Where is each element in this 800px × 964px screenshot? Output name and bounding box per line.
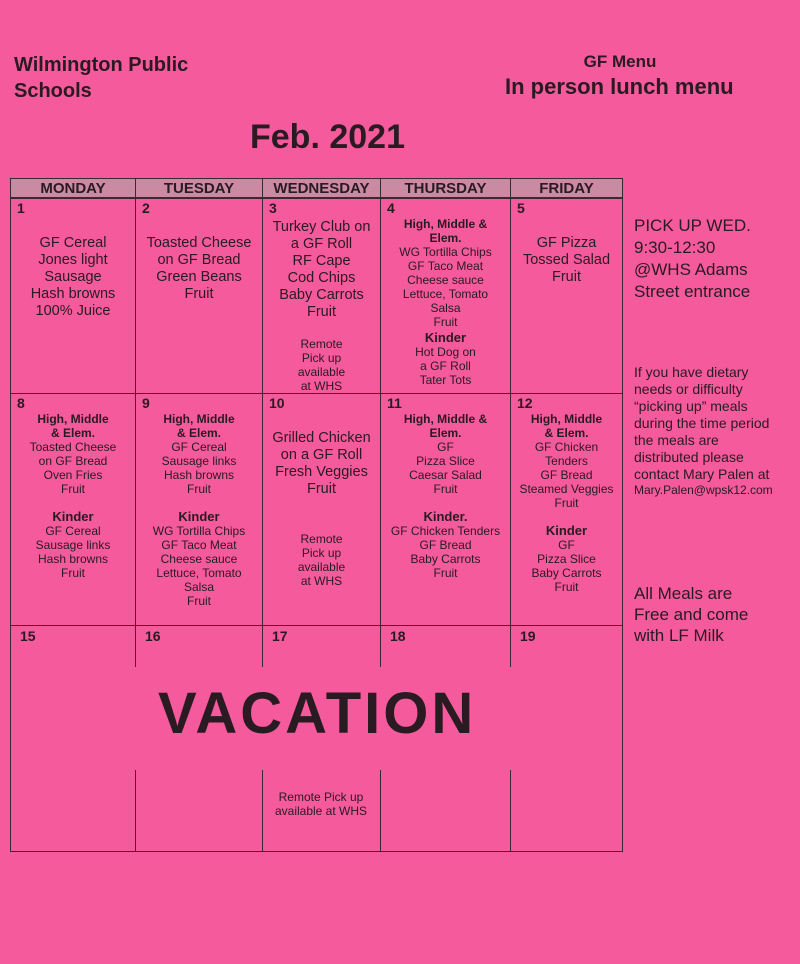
- free-meals-line: with LF Milk: [634, 626, 724, 645]
- menu-item: GF Pizza: [536, 235, 597, 251]
- day-cell: [10, 198, 136, 394]
- day-number: 4: [387, 200, 395, 216]
- dietary-line: “picking up” meals: [634, 398, 748, 414]
- menu-item: WG Tortilla Chips: [399, 245, 492, 259]
- grade-group-heading: High, Middle: [37, 412, 109, 426]
- menu-item: Fruit: [552, 269, 581, 285]
- menu-item: on a GF Roll: [280, 447, 363, 463]
- dietary-line: needs or difficulty: [634, 381, 743, 397]
- menu-item: Salsa: [183, 580, 215, 594]
- menu-type: GF Menu: [583, 52, 657, 71]
- day-number: 8: [17, 395, 25, 411]
- grade-group-heading: High, Middle &: [403, 217, 488, 231]
- menu-item: Grilled Chicken: [272, 430, 371, 446]
- menu-item: WG Tortilla Chips: [152, 524, 246, 538]
- grade-group-heading: High, Middle: [530, 412, 603, 426]
- menu-item: Pizza Slice: [537, 552, 596, 566]
- contact-email[interactable]: Mary.Palen@wpsk12.com: [634, 483, 773, 497]
- day-cell: [135, 393, 263, 626]
- menu-item: Toasted Cheese: [146, 235, 252, 251]
- menu-item: GF Taco Meat: [161, 538, 237, 552]
- menu-item: Hash browns: [163, 468, 235, 482]
- menu-item: Baby Carrots: [410, 552, 481, 566]
- note-line: Pick up: [301, 546, 342, 560]
- day-number: 2: [142, 200, 150, 216]
- grade-group-heading: Elem.: [429, 231, 462, 245]
- menu-item: GF Cereal: [45, 524, 101, 538]
- menu-items: [263, 430, 380, 498]
- pickup-line: Street entrance: [634, 282, 751, 301]
- day-header-friday: FRIDAY: [510, 178, 623, 198]
- kinder-heading: Kinder: [178, 509, 220, 524]
- day-number: 10: [269, 395, 285, 411]
- note-line: at WHS: [300, 574, 343, 588]
- kinder-heading: Kinder: [424, 330, 467, 345]
- pickup-line: 9:30-12:30: [634, 238, 716, 257]
- menu-item: Baby Carrots: [531, 566, 602, 580]
- menu-item: RF Cape: [292, 253, 351, 269]
- menu-item: 100% Juice: [35, 303, 111, 319]
- day-number: 15: [20, 628, 36, 644]
- day-number: 3: [269, 200, 277, 216]
- menu-item: on GF Bread: [157, 252, 241, 268]
- column-divider: [380, 625, 381, 667]
- day-number: 18: [390, 628, 406, 644]
- menu-item: Salsa: [430, 301, 461, 315]
- menu-item: Fruit: [554, 580, 579, 594]
- note-line: Remote: [300, 337, 343, 351]
- day-cell: [262, 198, 381, 394]
- menu-item: Caesar Salad: [409, 468, 482, 482]
- menu-item: Sausage links: [161, 454, 237, 468]
- menu-item: Cheese sauce: [407, 273, 484, 287]
- menu-item: Cod Chips: [287, 270, 356, 286]
- dietary-line: distributed please: [634, 449, 744, 465]
- menu-item: GF Cereal: [171, 440, 227, 454]
- menu-item: Fruit: [307, 481, 336, 497]
- menu-item: GF Chicken: [534, 440, 599, 454]
- day-number: 1: [17, 200, 25, 216]
- menu-item: Sausage links: [35, 538, 111, 552]
- grade-group-heading: High, Middle &: [403, 412, 488, 426]
- day-cell: [380, 198, 511, 394]
- menu-item: Green Beans: [156, 269, 242, 285]
- menu-item: Tenders: [545, 454, 588, 468]
- day-number: 9: [142, 395, 150, 411]
- free-meals-line: Free and come: [634, 605, 749, 624]
- dietary-line: contact Mary Palen at: [634, 466, 770, 482]
- day-cell: [10, 393, 136, 626]
- column-divider: [510, 770, 511, 852]
- kinder-heading: Kinder: [545, 523, 588, 538]
- day-header-monday: MONDAY: [10, 178, 136, 198]
- menu-item: Tater Tots: [419, 373, 472, 387]
- day-number: 16: [145, 628, 161, 644]
- grade-group-heading: & Elem.: [50, 426, 95, 440]
- menu-item: Fruit: [61, 566, 85, 580]
- menu-item: GF Bread: [540, 468, 593, 482]
- menu-item: Fruit: [433, 315, 458, 329]
- menu-item: a GF Roll: [290, 236, 353, 252]
- menu-item: Cheese sauce: [160, 552, 238, 566]
- menu-items: [263, 219, 380, 321]
- column-divider: [262, 625, 263, 667]
- menu-item: Fruit: [433, 566, 458, 580]
- menu-item: Steamed Veggies: [519, 482, 614, 496]
- menu-item: Turkey Club on: [272, 219, 371, 235]
- menu-item: Fruit: [433, 482, 458, 496]
- grade-group-heading: Elem.: [429, 426, 462, 440]
- free-meals-line: All Meals are: [634, 584, 733, 603]
- day-cell: [262, 393, 381, 626]
- remote-pickup-note: [263, 532, 380, 588]
- menu-item: Fruit: [307, 304, 336, 320]
- menu-item: Toasted Cheese: [29, 440, 117, 454]
- day-cell: [510, 198, 623, 394]
- day-cell: [135, 198, 263, 394]
- column-divider: [380, 770, 381, 852]
- note-line: at WHS: [300, 379, 343, 393]
- free-meals-info: [634, 583, 748, 646]
- menu-item: GF Chicken Tenders: [390, 524, 501, 538]
- day-number: 12: [517, 395, 533, 411]
- column-divider: [135, 625, 136, 667]
- menu-items: [11, 235, 135, 320]
- grade-group-heading: High, Middle: [163, 412, 235, 426]
- dietary-line: If you have dietary: [634, 364, 749, 380]
- day-number: 11: [387, 395, 402, 411]
- pickup-line: @WHS Adams: [634, 260, 748, 279]
- menu-item: Jones light: [38, 252, 108, 268]
- kinder-heading: Kinder.: [423, 509, 468, 524]
- menu-item: Sausage: [44, 269, 102, 285]
- menu-item: Fruit: [187, 482, 211, 496]
- menu-item: Fruit: [184, 286, 214, 302]
- menu-item: Pizza Slice: [416, 454, 475, 468]
- kinder-heading: Kinder: [52, 509, 94, 524]
- note-line: available: [297, 365, 346, 379]
- note-line: Remote: [300, 532, 343, 546]
- menu-item: GF Taco Meat: [407, 259, 484, 273]
- pickup-line: PICK UP WED.: [634, 216, 751, 235]
- menu-item: Tossed Salad: [522, 252, 611, 268]
- menu-item: a GF Roll: [420, 359, 471, 373]
- remote-pickup-note: [263, 337, 380, 393]
- day-number: 19: [520, 628, 536, 644]
- pickup-info: [634, 215, 751, 303]
- menu-item: Baby Carrots: [279, 287, 364, 303]
- column-divider: [510, 625, 511, 667]
- menu-item: GF: [437, 440, 454, 454]
- menu-item: Hot Dog on: [415, 345, 476, 359]
- dietary-line: the meals are: [634, 432, 719, 448]
- menu-calendar: [10, 178, 622, 852]
- menu-item: GF Cereal: [39, 235, 107, 251]
- day-cell: [380, 393, 511, 626]
- day-header-thursday: THURSDAY: [380, 178, 511, 198]
- vacation-pickup-note: Remote Pick up available at WHS: [274, 790, 368, 818]
- day-number: 17: [272, 628, 288, 644]
- menu-item: on GF Bread: [38, 454, 108, 468]
- column-divider: [135, 770, 136, 852]
- dietary-line: during the time period: [634, 415, 770, 431]
- menu-items: [511, 235, 622, 286]
- menu-items: [136, 235, 262, 303]
- day-number: 5: [517, 200, 525, 216]
- note-line: available: [297, 560, 346, 574]
- vacation-label: VACATION: [158, 681, 477, 746]
- menu-item: GF: [558, 538, 575, 552]
- menu-item: Oven Fries: [43, 468, 103, 482]
- menu-item: Fruit: [554, 496, 579, 510]
- menu-subtitle: In person lunch menu: [505, 74, 734, 99]
- note-line: Pick up: [301, 351, 342, 365]
- day-header-wednesday: WEDNESDAY: [262, 178, 381, 198]
- day-cell: [510, 393, 623, 626]
- menu-item: Fruit: [61, 482, 85, 496]
- school-name: Wilmington Public Schools: [14, 54, 189, 102]
- menu-item: Lettuce, Tomato: [402, 287, 489, 301]
- menu-item: Hash browns: [30, 286, 116, 302]
- menu-item: Hash browns: [37, 552, 109, 566]
- menu-item: Lettuce, Tomato: [156, 566, 242, 580]
- dietary-info: [634, 364, 769, 483]
- menu-item: GF Bread: [419, 538, 472, 552]
- grade-group-heading: & Elem.: [176, 426, 221, 440]
- month-title: Feb. 2021: [250, 118, 405, 156]
- grade-group-heading: & Elem.: [544, 426, 589, 440]
- day-header-tuesday: TUESDAY: [135, 178, 263, 198]
- menu-item: Fresh Veggies: [275, 464, 368, 480]
- menu-item: Fruit: [187, 594, 211, 608]
